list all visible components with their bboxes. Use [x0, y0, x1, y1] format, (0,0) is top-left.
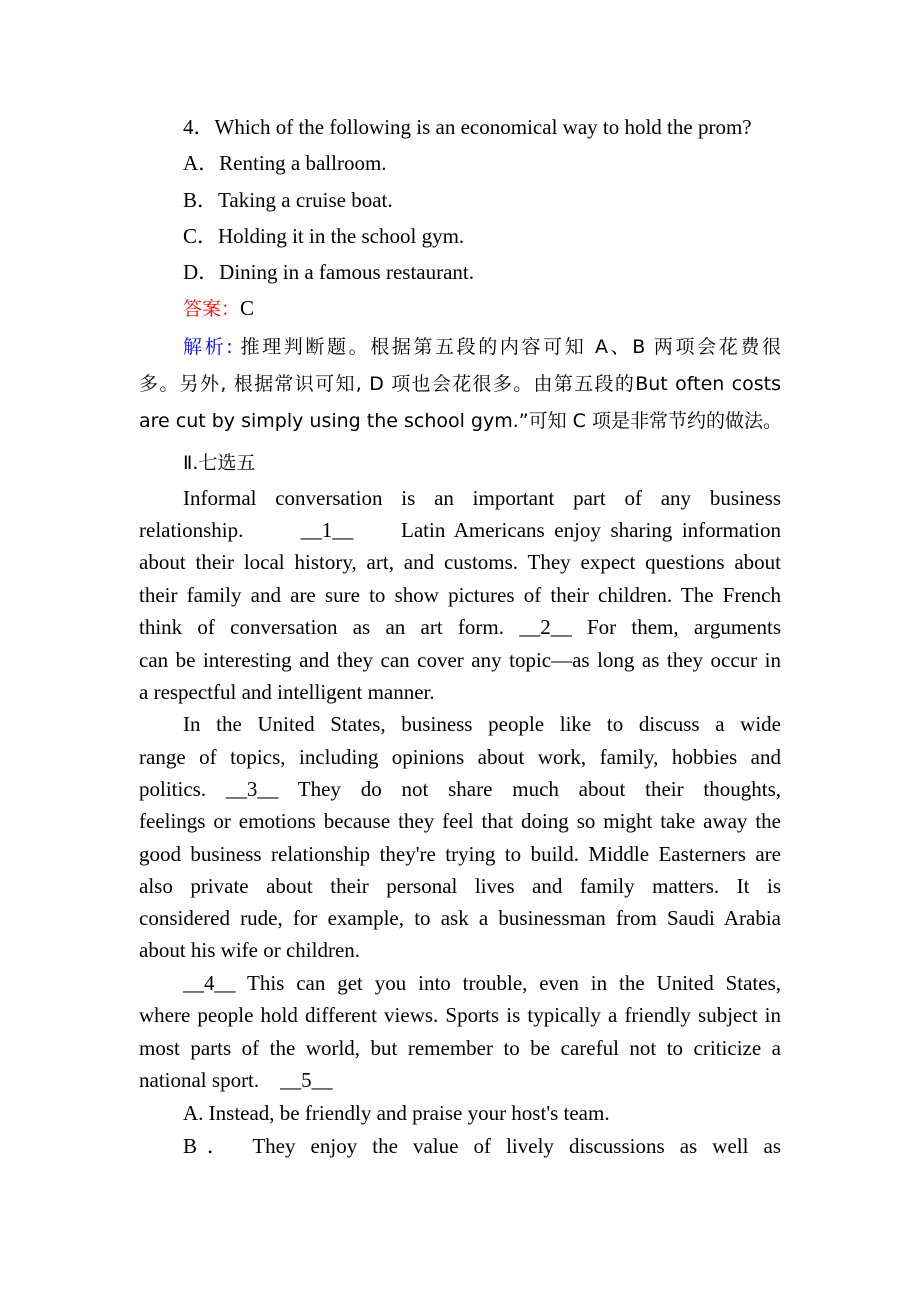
passage-line: feelings or emotions because they feel that doing so might take away the	[139, 809, 781, 833]
passage-line: their family and are sure to show pictures of their children. The French	[139, 583, 781, 607]
passage-line: considered rude, for example, to ask a businessman from Saudi Arabia	[139, 906, 781, 930]
analysis-line-1	[183, 332, 781, 360]
passage-line: Informal conversation is an important part of any business	[183, 486, 781, 510]
passage-line: politics. __3__ They do not share much about their thoughts,	[139, 777, 781, 801]
option-line-b: B． They enjoy the value of lively discussions as well as	[183, 1134, 781, 1158]
analysis-line-2: 多。另外, 根据常识可知, D 项也会花很多。由第五段的But often costs	[139, 373, 781, 395]
answer-value: C	[240, 296, 255, 320]
option-b: B．Taking a cruise boat.	[183, 188, 393, 212]
option-c: C．Holding it in the school gym.	[183, 224, 465, 248]
passage-line: about their local history, art, and customs. They expect questions about	[139, 550, 781, 574]
passage-line: In the United States, business people like to discuss a wide	[183, 712, 781, 736]
analysis-label: 解析:	[183, 336, 233, 358]
option-d: D．Dining in a famous restaurant.	[183, 260, 475, 284]
passage-line: can be interesting and they can cover any topic—as long as they occur in	[139, 648, 781, 672]
passage-line: __4__ This can get you into trouble, even in the United States,	[183, 971, 781, 995]
option-line-a: A. Instead, be friendly and praise your host's team.	[183, 1101, 610, 1125]
passage-line: also private about their personal lives and family matters. It is	[139, 874, 781, 898]
question-stem: 4．Which of the following is an economical way to hold the prom?	[183, 115, 752, 139]
passage-line: good business relationship they're trying to build. Middle Easterners are	[139, 842, 781, 866]
passage-line: think of conversation as an art form. __2__ For them, arguments	[139, 615, 781, 639]
analysis-line-3: are cut by simply using the school gym.”可知 C 项是非常节约的做法。	[139, 410, 782, 432]
section-title: Ⅱ.七选五	[183, 452, 256, 474]
passage-line: relationship. __1__ Latin Americans enjoy sharing information	[139, 518, 781, 542]
passage-line: range of topics, including opinions about work, family, hobbies and	[139, 745, 781, 769]
passage-line: most parts of the world, but remember to be careful not to criticize a	[139, 1036, 781, 1060]
passage-line: national sport. __5__	[139, 1068, 333, 1092]
answer-line	[183, 294, 781, 322]
option-a: A．Renting a ballroom.	[183, 151, 387, 175]
passage-line: about his wife or children.	[139, 938, 361, 962]
passage-line: a respectful and intelligent manner.	[139, 680, 435, 704]
passage-line: where people hold different views. Sports is typically a friendly subject in	[139, 1003, 781, 1027]
analysis-text: 推理判断题。根据第五段的内容可知 A、B 两项会花费很	[240, 336, 781, 358]
answer-label: 答案：	[183, 298, 241, 320]
